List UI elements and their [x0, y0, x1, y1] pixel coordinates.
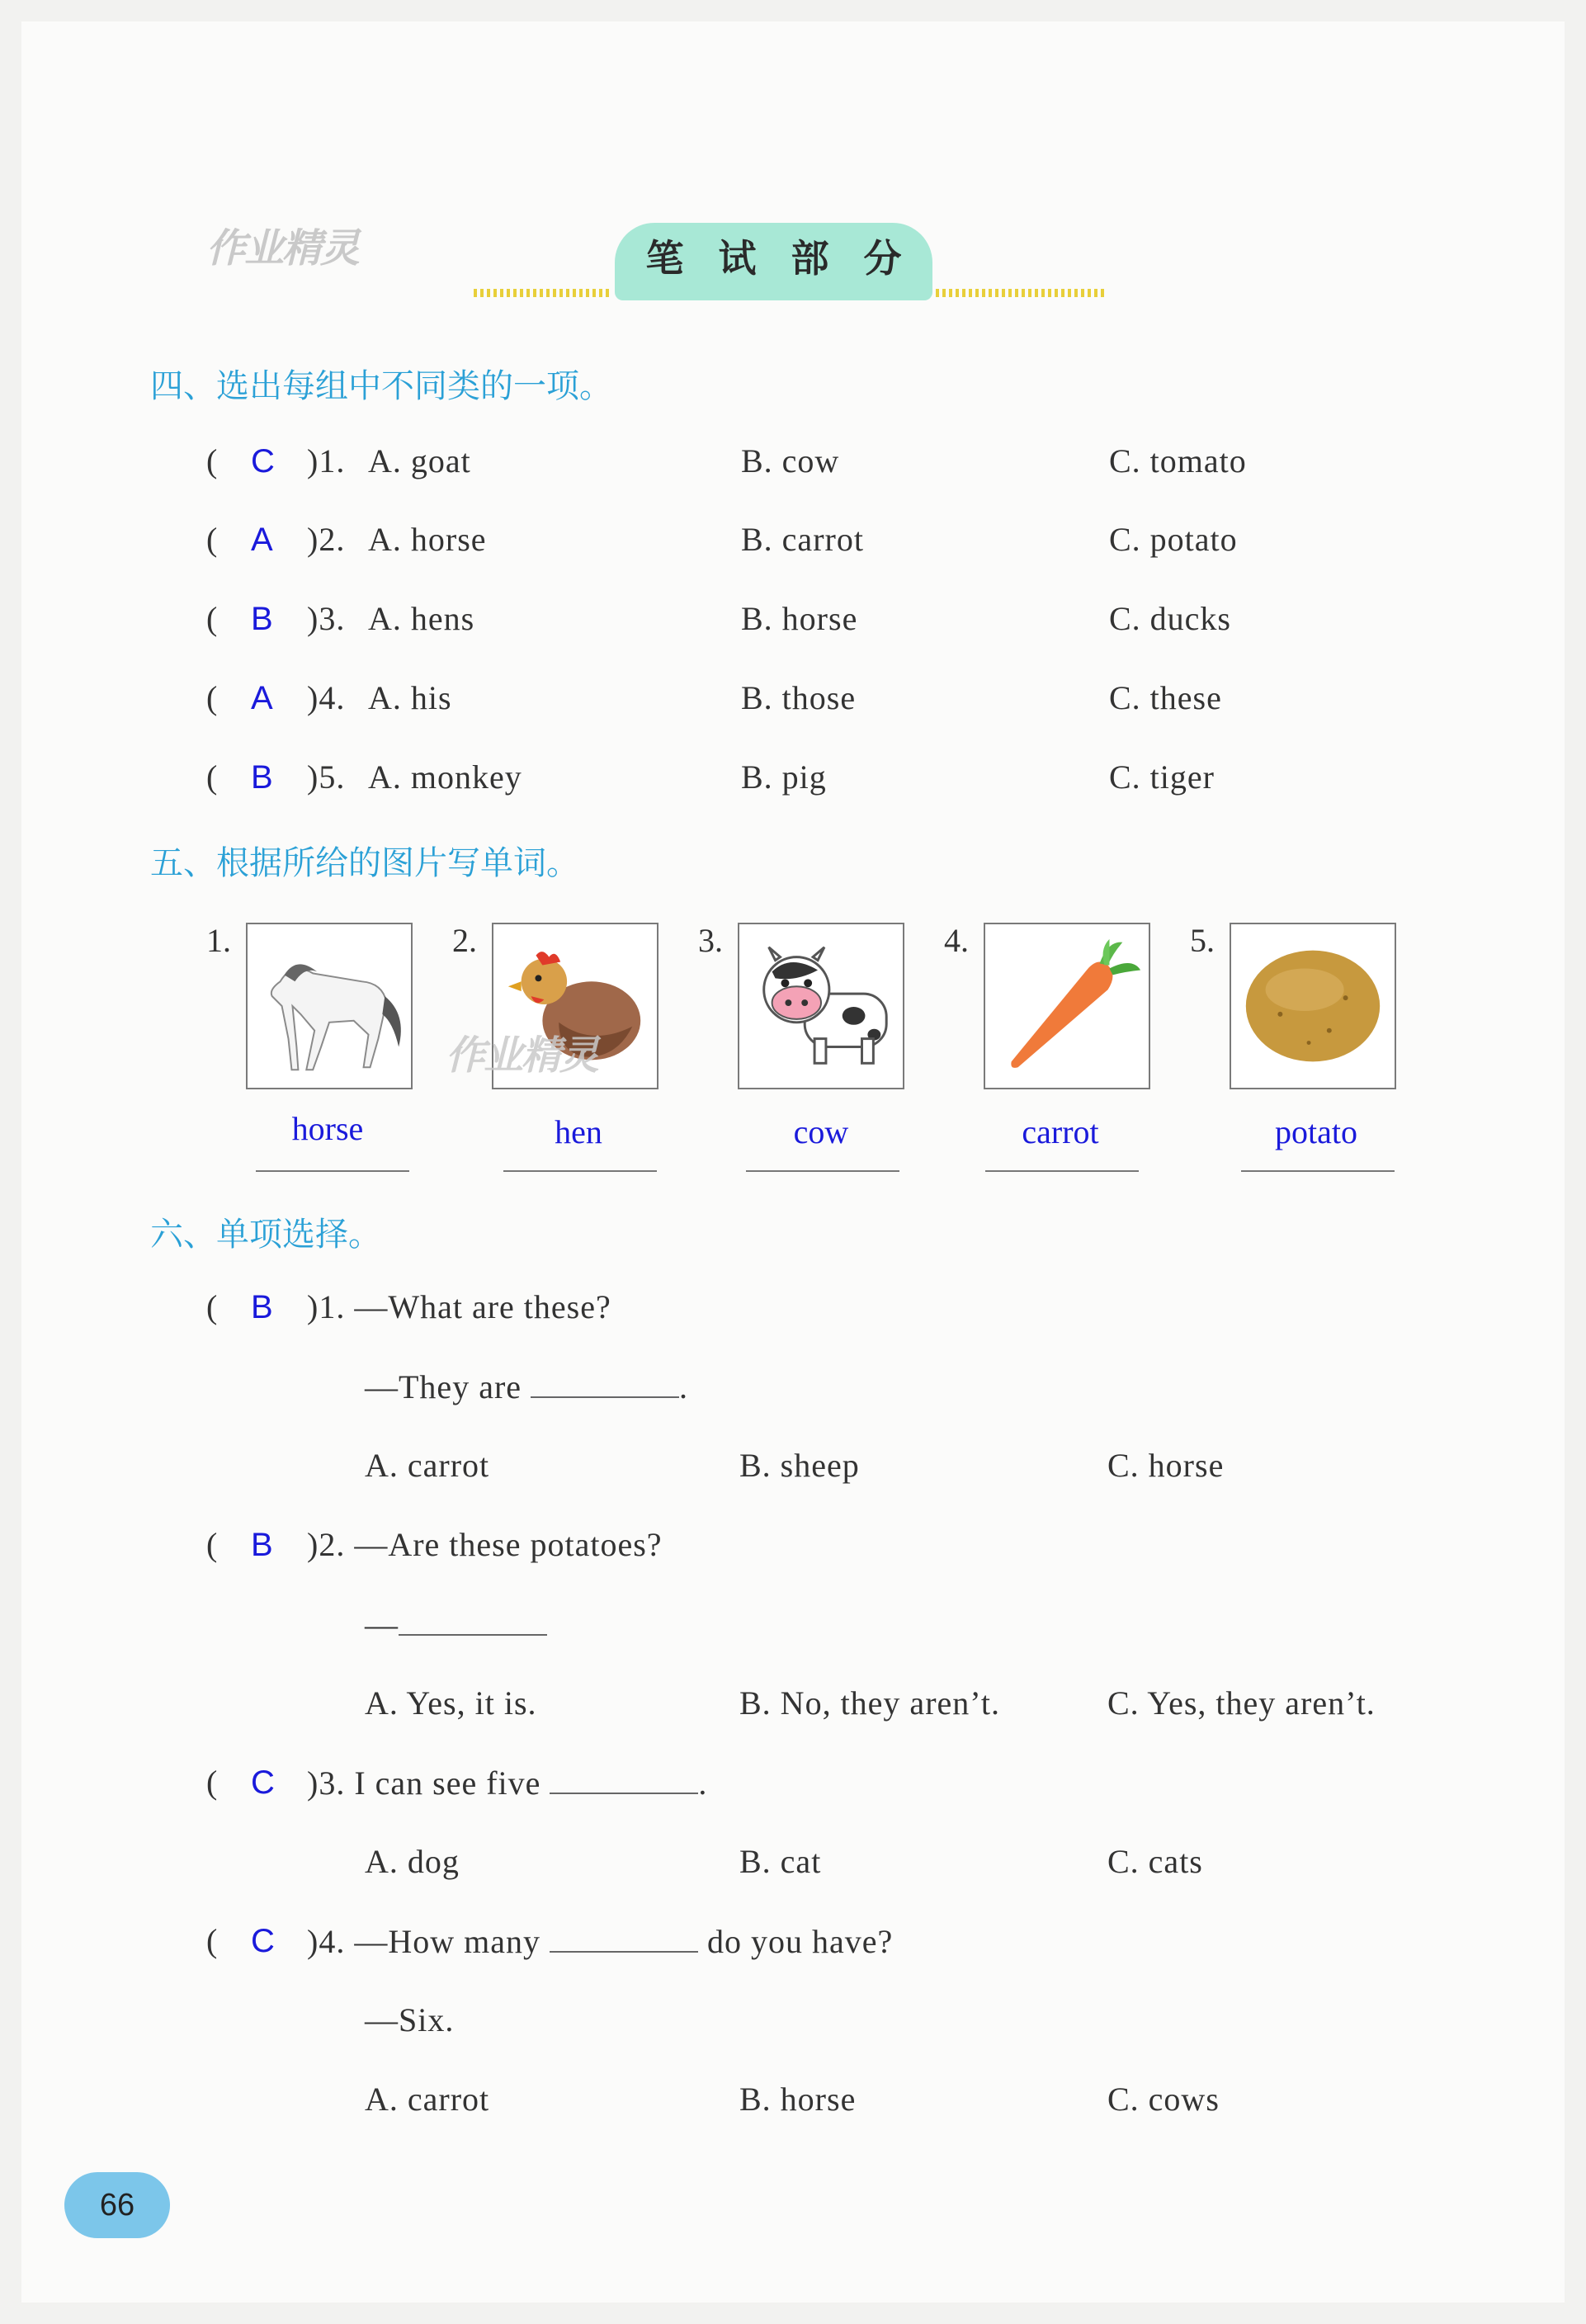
banner-char: 笔	[645, 236, 684, 281]
answer-line	[746, 1170, 899, 1172]
banner-title	[615, 223, 932, 289]
item-number: 4.	[944, 922, 969, 959]
answer-mark: A	[251, 522, 273, 558]
option-a: A. dog	[365, 1843, 460, 1880]
fill-blank	[399, 1604, 547, 1636]
option-a: A. his	[368, 679, 452, 716]
response-line: —Six.	[365, 2001, 455, 2038]
item-number: 2.	[452, 922, 477, 959]
answer-mark: B	[251, 1527, 273, 1563]
fill-blank	[531, 1367, 679, 1398]
section-4-title: 四、选出每组中不同类的一项。	[150, 367, 612, 405]
answer-line	[503, 1170, 657, 1172]
watermark-logo: 作业精灵	[446, 1032, 598, 1079]
answer-line	[985, 1170, 1139, 1172]
cow-picture	[738, 923, 904, 1089]
banner-dots-right	[936, 289, 1106, 297]
option-b: B. horse	[739, 2081, 857, 2118]
answer-mark: C	[251, 1923, 275, 1959]
answer-mark: C	[251, 1764, 275, 1801]
answer-line	[256, 1170, 409, 1172]
item-number: 5.	[1190, 922, 1215, 959]
response-line: —	[365, 1604, 547, 1645]
question-prompt: )1. —What are these?	[307, 1288, 611, 1325]
option-c: C. tiger	[1109, 758, 1215, 796]
option-a: A. carrot	[365, 1447, 490, 1484]
option-c: C. ducks	[1109, 600, 1231, 637]
fill-blank	[550, 1763, 698, 1794]
potato-picture	[1230, 923, 1396, 1089]
option-c: C. Yes, they aren’t.	[1107, 1684, 1376, 1722]
answer-word: carrot	[1022, 1113, 1099, 1150]
answer-mark: A	[251, 680, 273, 716]
banner-char: 部	[791, 236, 829, 281]
option-b: B. cat	[739, 1843, 822, 1880]
question-prompt: )3. I can see five .	[307, 1764, 708, 1802]
option-b: B. cow	[741, 442, 840, 479]
fill-blank	[550, 1921, 698, 1953]
item-number: 3.	[698, 922, 723, 959]
question-prompt: )4. —How many do you have?	[307, 1923, 894, 1960]
option-c: C. tomato	[1109, 442, 1247, 479]
carrot-picture	[984, 923, 1150, 1089]
option-b: B. horse	[741, 600, 858, 637]
horse-picture	[246, 923, 413, 1089]
answer-word: horse	[291, 1110, 364, 1147]
option-b: B. pig	[741, 758, 827, 796]
option-a: A. horse	[368, 521, 487, 558]
banner-dots-left	[474, 289, 612, 297]
option-c: C. these	[1109, 679, 1222, 716]
option-b: B. sheep	[739, 1447, 860, 1484]
answer-line	[1241, 1170, 1395, 1172]
answer-word: cow	[793, 1113, 849, 1150]
option-a: A. carrot	[365, 2081, 490, 2118]
option-a: A. Yes, it is.	[365, 1684, 537, 1722]
answer-mark: B	[251, 759, 273, 796]
option-c: C. cats	[1107, 1843, 1203, 1880]
option-c: C. potato	[1109, 521, 1238, 558]
option-a: A. monkey	[368, 758, 522, 796]
option-c: C. horse	[1107, 1447, 1225, 1484]
watermark-logo: 作业精灵	[206, 225, 359, 272]
answer-mark: C	[251, 443, 275, 479]
page-number: 66	[99, 2187, 135, 2222]
response-line: —They are .	[365, 1368, 689, 1405]
item-number: 1.	[206, 922, 231, 959]
section-6-title: 六、单项选择。	[150, 1216, 381, 1254]
page-number-badge	[64, 2172, 170, 2238]
option-b: B. carrot	[741, 521, 864, 558]
answer-mark: B	[251, 601, 273, 637]
banner-char: 试	[718, 236, 757, 281]
answer-mark: B	[251, 1289, 273, 1325]
question-prompt: )2. —Are these potatoes?	[307, 1526, 663, 1563]
answer-word: potato	[1275, 1113, 1357, 1150]
section-5-title: 五、根据所给的图片写单词。	[150, 844, 579, 882]
option-a: A. hens	[368, 600, 475, 637]
option-b: B. No, they aren’t.	[739, 1684, 1000, 1722]
answer-word: hen	[555, 1113, 602, 1150]
option-b: B. those	[741, 679, 857, 716]
banner-char: 分	[863, 236, 902, 281]
option-a: A. goat	[368, 442, 471, 479]
option-c: C. cows	[1107, 2081, 1220, 2118]
